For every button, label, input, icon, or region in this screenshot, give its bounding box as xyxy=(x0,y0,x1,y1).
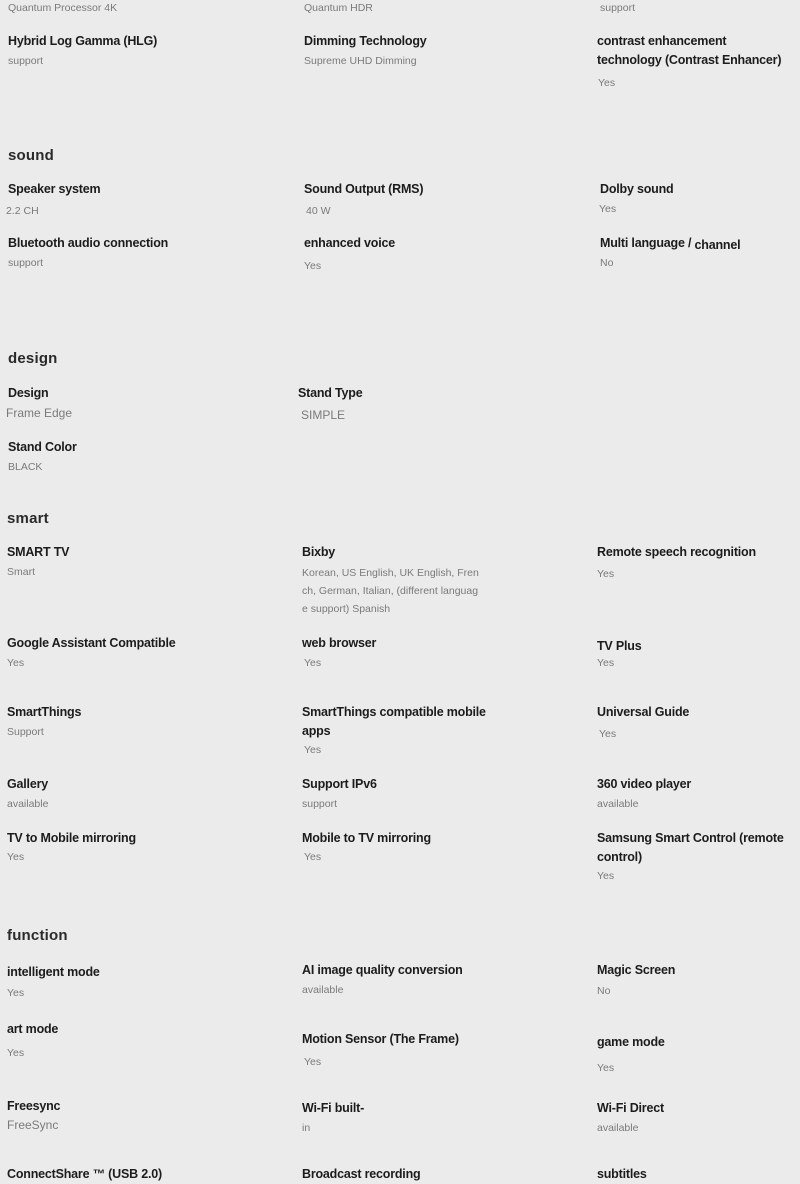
stand-color-value: BLACK xyxy=(8,461,43,473)
stand-color-label: Stand Color xyxy=(8,440,77,454)
multi-language-label-part1: Multi language / xyxy=(600,236,692,250)
multi-language-label xyxy=(600,234,740,253)
sound-output-value: 40 W xyxy=(306,205,331,217)
speaker-value: 2.2 CH xyxy=(6,205,39,217)
video-360-value: available xyxy=(597,798,639,810)
enhanced-voice-value: Yes xyxy=(304,260,322,272)
gallery-label: Gallery xyxy=(7,777,48,791)
sound-output-label: Sound Output (RMS) xyxy=(304,182,424,196)
smartthings-apps-value: Yes xyxy=(304,744,322,756)
video-360-label: 360 video player xyxy=(597,777,692,791)
smart-control-value: Yes xyxy=(597,870,615,882)
wifi-builtin-value: in xyxy=(302,1122,311,1134)
subtitles-label: subtitles xyxy=(597,1167,647,1181)
remote-speech-value: Yes xyxy=(597,568,615,580)
broadcast-recording-label: Broadcast recording xyxy=(302,1167,421,1181)
connectshare-label: ConnectShare ™ (USB 2.0) xyxy=(7,1167,162,1181)
ai-quality-value: available xyxy=(302,984,344,996)
motion-sensor-value: Yes xyxy=(304,1056,322,1068)
dimming-label: Dimming Technology xyxy=(304,34,427,48)
smart-control-label: Samsung Smart Control (remote control) xyxy=(597,831,784,864)
game-mode-label: game mode xyxy=(597,1035,665,1049)
enhanced-voice-label: enhanced voice xyxy=(304,236,395,250)
top-support-value: support xyxy=(600,2,636,14)
mobile-to-tv-value: Yes xyxy=(304,851,322,863)
intelligent-mode-label: intelligent mode xyxy=(7,965,100,979)
remote-speech-label: Remote speech recognition xyxy=(597,545,756,559)
hlg-label: Hybrid Log Gamma (HLG) xyxy=(8,34,158,48)
hlg-value: support xyxy=(8,55,44,67)
universal-guide-label: Universal Guide xyxy=(597,705,690,719)
stand-type-label: Stand Type xyxy=(298,386,363,400)
art-mode-label: art mode xyxy=(7,1022,59,1036)
dolby-label: Dolby sound xyxy=(600,182,674,196)
dolby-value: Yes xyxy=(599,203,617,215)
universal-guide-value: Yes xyxy=(599,728,617,740)
smart-tv-value: Smart xyxy=(7,566,36,578)
dimming-value: Supreme UHD Dimming xyxy=(304,55,417,67)
ipv6-label: Support IPv6 xyxy=(302,777,377,791)
game-mode-value: Yes xyxy=(597,1062,615,1074)
mobile-to-tv-label: Mobile to TV mirroring xyxy=(302,831,431,845)
art-mode-value: Yes xyxy=(7,1047,25,1059)
magic-screen-label: Magic Screen xyxy=(597,963,676,977)
contrast-value: Yes xyxy=(598,77,616,89)
bluetooth-audio-label: Bluetooth audio connection xyxy=(8,236,169,250)
smartthings-value: Support xyxy=(7,726,44,738)
contrast-label: contrast enhancement technology (Contrast Enhancer) xyxy=(597,34,782,67)
tv-plus-label: TV Plus xyxy=(597,639,642,653)
section-title-smart: smart xyxy=(7,510,49,527)
smart-tv-label: SMART TV xyxy=(7,545,70,559)
motion-sensor-label: Motion Sensor (The Frame) xyxy=(302,1032,459,1046)
tv-to-mobile-label: TV to Mobile mirroring xyxy=(7,831,136,845)
tv-plus-value: Yes xyxy=(597,657,615,669)
section-title-design: design xyxy=(8,350,58,367)
speaker-label: Speaker system xyxy=(8,182,101,196)
wifi-direct-label: Wi-Fi Direct xyxy=(597,1101,664,1115)
ipv6-value: support xyxy=(302,798,338,810)
smartthings-apps-label: SmartThings compatible mobile apps xyxy=(302,705,486,738)
bluetooth-audio-value: support xyxy=(8,257,44,269)
google-assistant-value: Yes xyxy=(7,657,25,669)
multi-language-label-part2: channel xyxy=(694,238,741,252)
bixby-value: Korean, US English, UK English, French, German, Italian, (different language support) Spanish xyxy=(302,567,479,615)
ai-quality-label: AI image quality conversion xyxy=(302,963,463,977)
freesync-value: FreeSync xyxy=(7,1118,59,1132)
section-title-sound: sound xyxy=(8,147,54,164)
intelligent-mode-value: Yes xyxy=(7,987,25,999)
freesync-label: Freesync xyxy=(7,1099,61,1113)
section-title-function: function xyxy=(7,927,68,944)
processor-value: Quantum Processor 4K xyxy=(8,2,118,14)
web-browser-value: Yes xyxy=(304,657,322,669)
tv-to-mobile-value: Yes xyxy=(7,851,25,863)
web-browser-label: web browser xyxy=(302,636,377,650)
stand-type-value: SIMPLE xyxy=(301,408,346,422)
wifi-direct-value: available xyxy=(597,1122,639,1134)
gallery-value: available xyxy=(7,798,49,810)
design-label: Design xyxy=(8,386,49,400)
magic-screen-value: No xyxy=(597,985,611,997)
google-assistant-label: Google Assistant Compatible xyxy=(7,636,176,650)
smartthings-label: SmartThings xyxy=(7,705,82,719)
hdr-value: Quantum HDR xyxy=(304,2,373,14)
multi-language-value: No xyxy=(600,257,614,269)
design-value: Frame Edge xyxy=(6,406,73,420)
bixby-label: Bixby xyxy=(302,545,336,559)
wifi-builtin-label: Wi-Fi built- xyxy=(302,1101,365,1115)
